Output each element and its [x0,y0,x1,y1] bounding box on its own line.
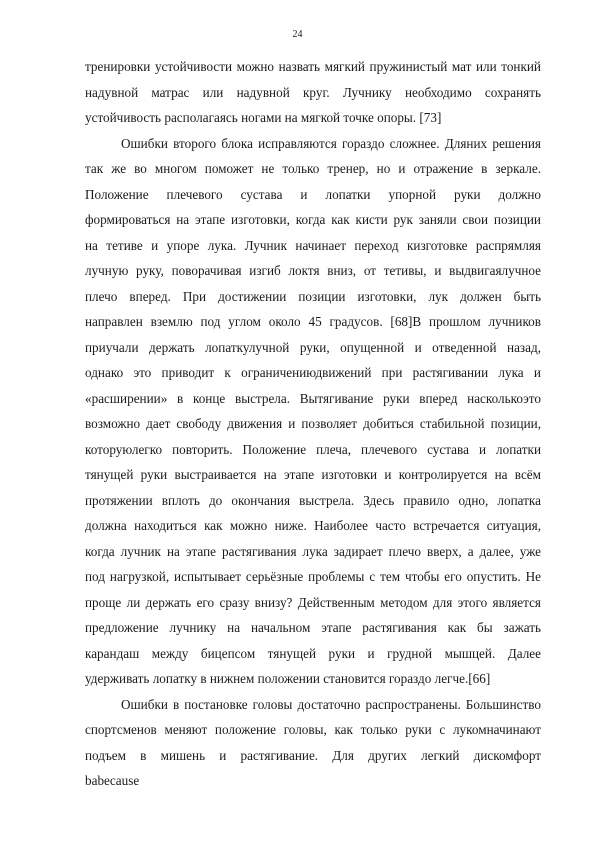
text-line: лучную руку, поворачивая изгиб локтя вниз, от тетивы, и выдвигаялучное [85,263,541,278]
text-line: удерживать лопатку в нижнем положении становится гораздо легче.[66] [85,671,491,686]
text-line: которуюлегко повторить. Положение плеча, плечевого сустава и лопатки [85,441,541,457]
text-line: проще ли держать его сразу внизу? Действенным методом для этого является [85,594,541,610]
text-line: Ошибки в постановке головы достаточно распространены. Большинство [121,696,541,712]
text-line: надувной матрас или надувной круг. Лучнику необходимо сохранять [85,84,541,100]
text-line: на тетиве и упоре лука. Лучник начинает переход кизготовке распрямляя [85,237,541,253]
paragraph [85,692,541,794]
text-line: под нагрузкой, испытывает серьёзные проблемы с тем чтобы его опустить. Не [85,569,541,584]
text-line: тянущей руки выстраивается на этапе изготовки и контролируется на всём [85,467,541,482]
text-line: Положение плечевого сустава и лопатки упорной руки должно [85,186,541,202]
text-line: так же во многом поможет не только тренер, но и отражение в зеркале. [85,161,541,176]
text-line: однако это приводит к ограничениюдвижений при растягивании лука и [85,365,541,380]
text-line: возможно дает свободу движения и позволяет добиться стабильной позиции, [85,416,541,431]
text-line: подъем в мишень и растягивание. Для других легкий дискомфорт [85,747,541,763]
text-line: «расширении» в конце выстрела. Вытягивание руки вперед насколькоэто [85,390,541,406]
text-line: спортсменов меняют положение головы, как только руки с лукомначинают [85,722,541,737]
text-line: направлен вземлю под углом около 45 градусов. [68]В прошлом лучников [85,314,541,329]
page-number: 24 [292,29,303,40]
text-line: Ошибки второго блока исправляются гораздо сложнее. Дляних решения [121,135,541,151]
text-line: должна находиться как можно ниже. Наиболее часто встречается ситуация, [85,518,541,533]
text-line: протяжении вплоть до окончания выстрела. Здесь правило одно, лопатка [85,492,541,508]
page-body [85,54,541,794]
paragraph [85,54,541,131]
paragraph [85,131,541,692]
text-line: формироваться на этапе изготовки, когда как кисти рук заняли свои позиции [85,212,541,227]
text-line: babecause [85,773,140,788]
text-line: карандаш между бицепсом тянущей руки и грудной мышцей. Далее [85,645,541,661]
text-line: плечо вперед. При достижении позиции изготовки, лук должен быть [85,288,541,304]
text-line: приучали держать лопаткулучной руки, опущенной и отведенной назад, [85,339,541,355]
text-line: тренировки устойчивости можно назвать мягкий пружинистый мат или тонкий [85,59,541,74]
text-line: когда лучник на этапе растягивания лука задирает плечо вверх, а далее, уже [85,543,541,559]
text-line: устойчивость располагаясь ногами на мягкой точке опоры. [73] [85,110,442,125]
text-line: предложение лучнику на начальном этапе растягивания как бы зажать [85,620,541,635]
